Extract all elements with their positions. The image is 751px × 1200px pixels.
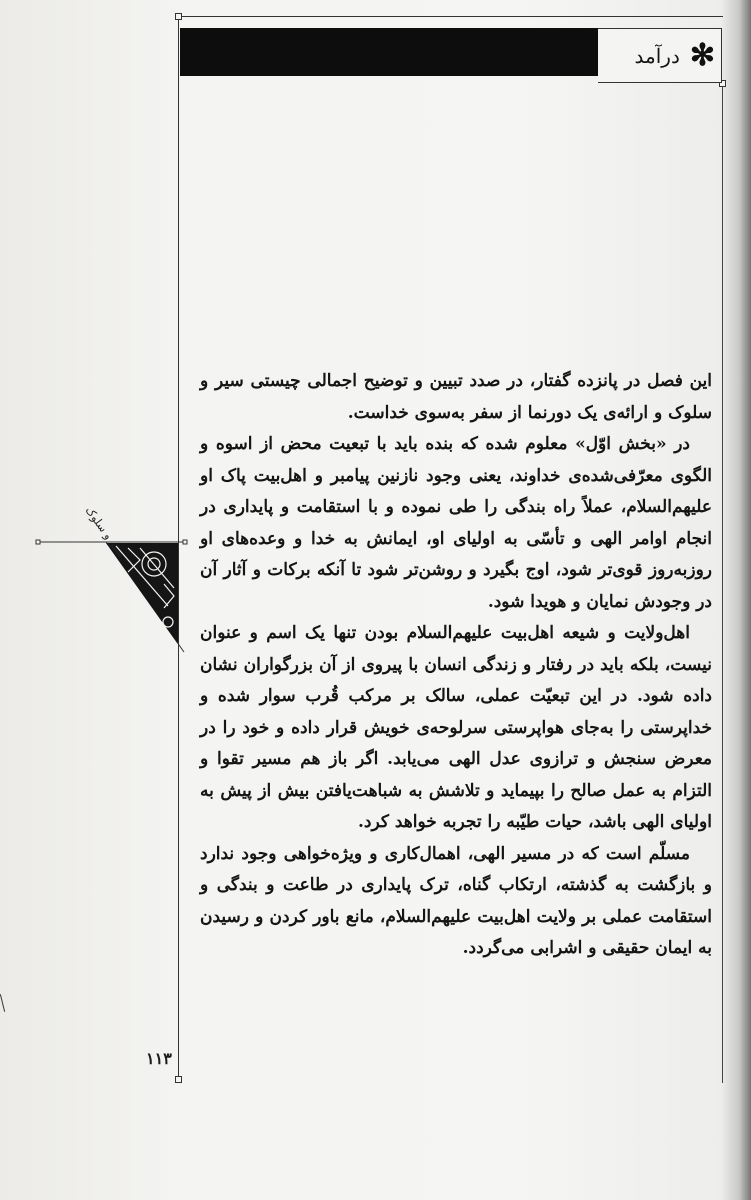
header-black-bar bbox=[180, 28, 598, 76]
page-edge-shadow bbox=[721, 0, 751, 1200]
paragraph: این فصل در پانزده گفتار، در صدد تبیین و توضیح اجمالی چیستی سیر و سلوک و ارائه‌ی یک دورنما از سفر به‌سوی خداست. bbox=[200, 371, 712, 423]
paragraph: در «بخش اوّل» معلوم شده که بنده باید با تبعیت محض از اسوه و الگوی معرّفی‌شده‌ی خداوند، یعنی وجود نازنین پیامبر و اهل‌بیت پاک او علیهم‌السلام، عملاً راه بندگی را طی نموده و با استقامت و پایداری در انجام اوامر الهی و تأسّی به اولیای او، ایمانش به خدا و وعده‌های او روزبه‌روز قوی‌تر شود، اوج بگیرد و روشن‌تر شود تا آنکه برکات و آثار آن در وجودش نمایان و هویدا شود. bbox=[200, 434, 712, 612]
body-text bbox=[200, 366, 712, 965]
star-icon: ✻ bbox=[689, 37, 715, 73]
side-label: سیر و سلوک bbox=[82, 504, 129, 560]
chapter-title: درآمد bbox=[634, 43, 680, 68]
paragraph: مسلّم است که در مسیر الهی، اهمال‌کاری و ویژه‌خواهی وجود ندارد و بازگشت به گذشته، ارتکاب گناه، ترک پایداری در طاعت و بندگی و استقامت عملی بر ولایت اهل‌بیت علیهم‌السلام، مانع باور کردن و رسیدن به ایمان حقیقی و اشرابی می‌گردد. bbox=[200, 843, 712, 958]
ornament-left-node bbox=[36, 540, 40, 544]
page-number: ۱۱۳ bbox=[146, 1049, 172, 1068]
chapter-header bbox=[598, 28, 722, 83]
frame-right-rule bbox=[722, 83, 723, 1083]
ornament-right-node bbox=[183, 540, 187, 544]
frame-top-rule bbox=[178, 16, 723, 17]
margin-tick bbox=[0, 994, 5, 1012]
corner-ornament bbox=[36, 504, 196, 656]
paragraph: اهل‌ولایت و شیعه اهل‌بیت علیهم‌السلام بودن تنها یک اسم و عنوان نیست، بلکه باید در رفتار و زندگی انسان با پیروی از آن بزرگواران نشان داده شود. در این تبعیّت عملی، سالک بر مرکب قُرب سوار شده و خداپرستی را به‌جای هواپرستی سرلوحه‌ی خویش قرار داده و خود را در معرض سنجش و ترازوی عدل الهی می‌یابد. اگر باز هم مسیر تقوا و التزام به عمل صالح را بپیماید و تلاشش به شباهت‌یافتن بیش از پیش به اولیای الهی باشد، حیات طیّبه را تجربه خواهد کرد. bbox=[200, 623, 712, 832]
